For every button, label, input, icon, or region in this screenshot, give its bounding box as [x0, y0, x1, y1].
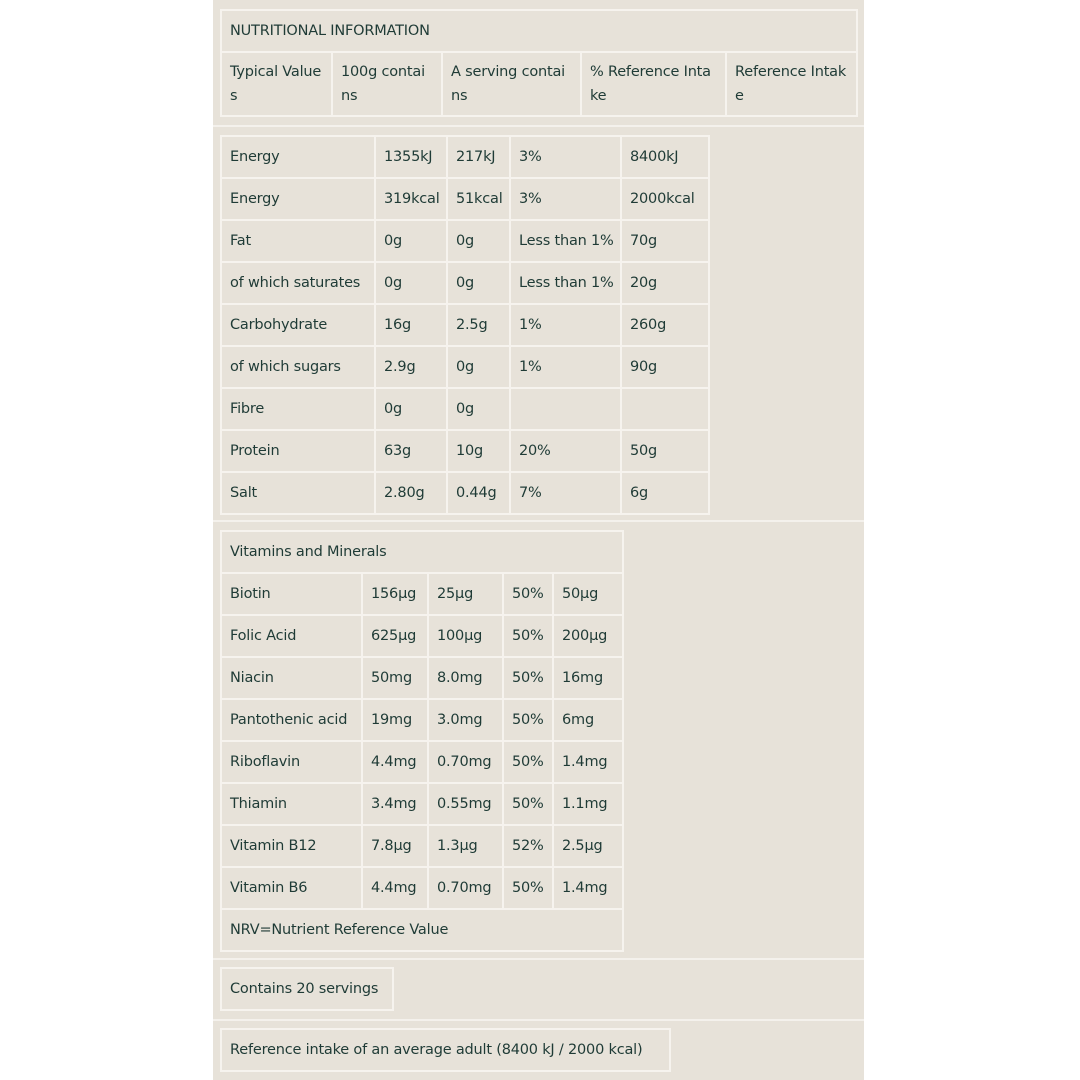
section-divider — [213, 125, 864, 127]
table-row — [221, 867, 623, 909]
table-cell-ri — [621, 388, 709, 430]
section-divider — [213, 520, 864, 522]
table-cell-name: Energy — [221, 178, 375, 220]
table-row — [221, 825, 623, 867]
table-cell-name: Vitamin B12 — [221, 825, 362, 867]
table-cell-serving: 100µg — [428, 615, 503, 657]
column-header: 100g contains — [332, 52, 442, 116]
table-cell-ref: 1.4mg — [553, 741, 623, 783]
table-cell-serving: 0g — [447, 262, 510, 304]
table-cell-per100g: 4.4mg — [362, 741, 428, 783]
table-cell-nrv: 50% — [503, 741, 553, 783]
table-cell-per100g: 4.4mg — [362, 867, 428, 909]
table-cell-nrv: 50% — [503, 783, 553, 825]
vitamins-table — [220, 530, 624, 952]
table-cell-per100g: 2.80g — [375, 472, 447, 514]
nutrition-values-table — [220, 135, 710, 515]
table-cell-per100g: 0g — [375, 262, 447, 304]
table-cell-nrv: 50% — [503, 657, 553, 699]
table-cell-name: Fibre — [221, 388, 375, 430]
table-cell-name: Energy — [221, 136, 375, 178]
vitamins-title: Vitamins and Minerals — [221, 531, 623, 573]
table-cell-serving: 2.5g — [447, 304, 510, 346]
table-row — [221, 304, 709, 346]
table-cell-ri-pct: 20% — [510, 430, 621, 472]
table-row — [221, 699, 623, 741]
table-row — [221, 388, 709, 430]
table-cell-name: Fat — [221, 220, 375, 262]
table-cell-serving: 0.44g — [447, 472, 510, 514]
table-cell-per100g: 50mg — [362, 657, 428, 699]
table-row — [221, 262, 709, 304]
column-header: Reference Intake — [726, 52, 857, 116]
table-cell-name: Pantothenic acid — [221, 699, 362, 741]
table-cell-ri-pct: Less than 1% — [510, 220, 621, 262]
table-cell-per100g: 625µg — [362, 615, 428, 657]
table-row — [221, 615, 623, 657]
table-row — [221, 136, 709, 178]
column-header: Typical Values — [221, 52, 332, 116]
table-cell-ri-pct: 3% — [510, 136, 621, 178]
table-cell-nrv: 50% — [503, 573, 553, 615]
table-cell-ref: 2.5µg — [553, 825, 623, 867]
table-cell-name: Biotin — [221, 573, 362, 615]
table-cell-serving: 0.70mg — [428, 867, 503, 909]
column-header: % Reference Intake — [581, 52, 726, 116]
table-cell-per100g: 19mg — [362, 699, 428, 741]
table-cell-per100g: 156µg — [362, 573, 428, 615]
table-cell-nrv: 50% — [503, 699, 553, 741]
table-cell-serving: 8.0mg — [428, 657, 503, 699]
table-cell-per100g: 2.9g — [375, 346, 447, 388]
table-cell-per100g: 16g — [375, 304, 447, 346]
table-cell-ri: 6g — [621, 472, 709, 514]
table-cell-ref: 1.4mg — [553, 867, 623, 909]
table-cell-nrv: 50% — [503, 615, 553, 657]
table-cell-serving: 10g — [447, 430, 510, 472]
table-row — [221, 220, 709, 262]
section-divider — [213, 958, 864, 960]
table-cell-ri-pct: 3% — [510, 178, 621, 220]
table-cell-per100g: 1355kJ — [375, 136, 447, 178]
table-cell-serving: 0g — [447, 388, 510, 430]
table-cell-nrv: 52% — [503, 825, 553, 867]
table-cell-serving: 0g — [447, 346, 510, 388]
table-cell-ri-pct: 1% — [510, 346, 621, 388]
table-row — [221, 783, 623, 825]
servings-note: Contains 20 servings — [220, 967, 394, 1011]
table-cell-ref: 16mg — [553, 657, 623, 699]
nutrition-header-table — [220, 9, 858, 117]
table-row — [221, 573, 623, 615]
table-cell-ri: 70g — [621, 220, 709, 262]
table-cell-ref: 200µg — [553, 615, 623, 657]
table-cell-name: Thiamin — [221, 783, 362, 825]
table-row — [221, 430, 709, 472]
nutrition-title: NUTRITIONAL INFORMATION — [221, 10, 857, 52]
table-cell-serving: 0.70mg — [428, 741, 503, 783]
table-cell-ri: 2000kcal — [621, 178, 709, 220]
table-cell-ri: 260g — [621, 304, 709, 346]
vitamins-title-row — [221, 531, 623, 573]
table-cell-name: Niacin — [221, 657, 362, 699]
table-cell-name: Protein — [221, 430, 375, 472]
table-cell-ri-pct — [510, 388, 621, 430]
vitamins-footnote-row — [221, 909, 623, 951]
table-cell-name: Riboflavin — [221, 741, 362, 783]
table-title-row — [221, 10, 857, 52]
table-cell-ri: 50g — [621, 430, 709, 472]
table-cell-per100g: 0g — [375, 388, 447, 430]
reference-intake-note: Reference intake of an average adult (8400 kJ / 2000 kcal) — [220, 1028, 671, 1072]
table-cell-ri-pct: 7% — [510, 472, 621, 514]
table-cell-name: Vitamin B6 — [221, 867, 362, 909]
table-cell-per100g: 63g — [375, 430, 447, 472]
column-header: A serving contains — [442, 52, 581, 116]
table-cell-nrv: 50% — [503, 867, 553, 909]
table-cell-name: Carbohydrate — [221, 304, 375, 346]
table-cell-ref: 50µg — [553, 573, 623, 615]
table-cell-name: Folic Acid — [221, 615, 362, 657]
table-row — [221, 178, 709, 220]
table-cell-per100g: 319kcal — [375, 178, 447, 220]
table-cell-ri: 90g — [621, 346, 709, 388]
table-cell-ri: 8400kJ — [621, 136, 709, 178]
table-cell-name: of which sugars — [221, 346, 375, 388]
table-cell-name: of which saturates — [221, 262, 375, 304]
section-divider — [213, 1019, 864, 1021]
table-cell-serving: 51kcal — [447, 178, 510, 220]
table-header-row — [221, 52, 857, 116]
table-cell-name: Salt — [221, 472, 375, 514]
table-cell-ref: 6mg — [553, 699, 623, 741]
table-cell-ri-pct: 1% — [510, 304, 621, 346]
table-cell-per100g: 7.8µg — [362, 825, 428, 867]
table-cell-serving: 1.3µg — [428, 825, 503, 867]
table-row — [221, 741, 623, 783]
table-cell-per100g: 0g — [375, 220, 447, 262]
table-cell-ri-pct: Less than 1% — [510, 262, 621, 304]
nrv-footnote: NRV=Nutrient Reference Value — [221, 909, 623, 951]
table-cell-serving: 25µg — [428, 573, 503, 615]
table-cell-per100g: 3.4mg — [362, 783, 428, 825]
table-cell-serving: 0.55mg — [428, 783, 503, 825]
table-cell-ref: 1.1mg — [553, 783, 623, 825]
table-cell-ri: 20g — [621, 262, 709, 304]
table-cell-serving: 0g — [447, 220, 510, 262]
table-cell-serving: 217kJ — [447, 136, 510, 178]
table-row — [221, 657, 623, 699]
table-cell-serving: 3.0mg — [428, 699, 503, 741]
table-row — [221, 346, 709, 388]
table-row — [221, 472, 709, 514]
